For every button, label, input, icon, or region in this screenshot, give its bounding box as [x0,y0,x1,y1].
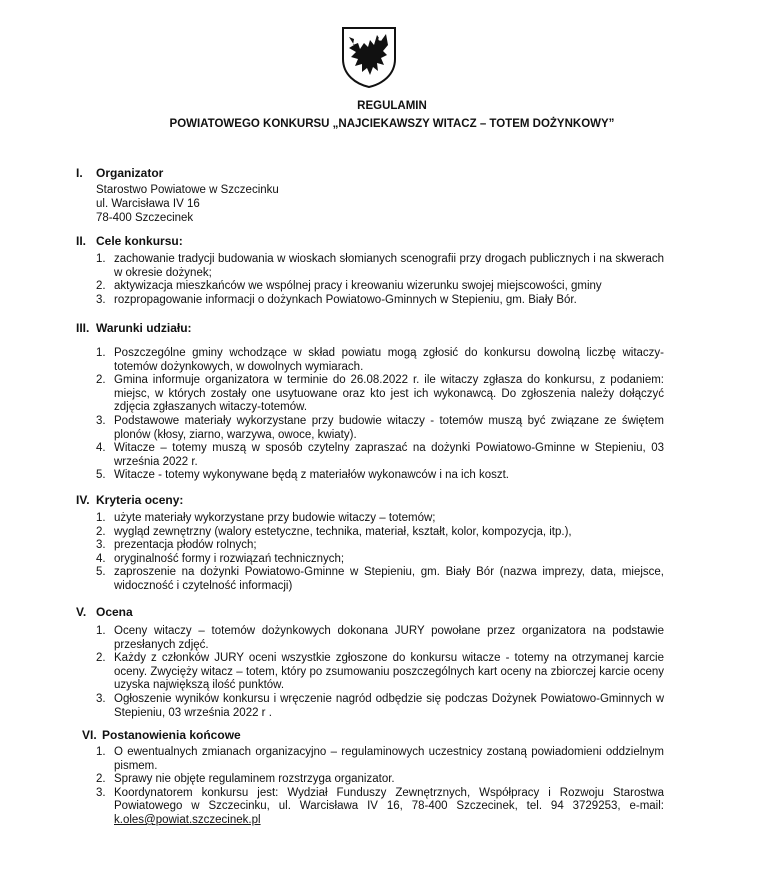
section-iii-heading [76,321,192,335]
list-item: 4. Witacze – totemy muszą w sposób czytelny zapraszać na dożynki Powiatowo-Gminne w Stepieniu, 03 września 2022 r. [96,442,664,468]
section-v-number: V. [76,605,87,619]
organizer-name: Starostwo Powiatowe w Szczecinku [96,184,279,196]
conditions-list [96,347,664,483]
list-item: 3. prezentacja płodów rolnych; [96,539,257,552]
organizer-street: ul. Warcisława IV 16 [96,198,200,210]
list-item: 5. Witacze - totemy wykonywane będą z materiałów wykonawców i na ich koszt. [96,469,509,482]
list-item: 2. aktywizacja mieszkańców we wspólnej pracy i kreowaniu wizerunku swojej miejscowości, gminy [96,280,602,293]
list-item: 2. Sprawy nie objęte regulaminem rozstrzyga organizator. [96,773,395,786]
organizer-city: 78-400 Szczecinek [96,212,194,224]
organizer-address [96,183,279,225]
section-vi-title: Postanowienia końcowe [102,728,241,742]
list-item: 3. Ogłoszenie wyników konkursu i wręczenie nagród odbędzie się podczas Dożynek Powiatowo-Gminnych w Stepieniu, 03 września 2022 r . [96,692,664,719]
list-item: 1. Oceny witaczy – totemów dożynkowych dokonana JURY powołane przez organizatora na podstawie przesłanych zdjęć. [96,625,664,651]
list-item: 2. Każdy z członków JURY oceni wszystkie zgłoszone do konkursu witacze - totemy na otrzymanej karcie oceny. Zwycięży witacz – totem, który po zsumowaniu poszczególnych kart oceny na zbiorczej karcie oceny uzyska największą ilość punktów. [96,652,664,692]
section-ii-heading [76,234,183,248]
list-item: 2. Gmina informuje organizatora w terminie do 26.08.2022 r. ile witaczy zgłasza do konkursu, z podaniem: miejsc, w których zostały one usytuowane oraz kto jest ich wykonawcą. Do zgłoszenia należy dołączyć zdjęcia zgłaszanych witaczy-totemów. [96,374,664,414]
section-iii-title: Warunki udziału: [96,321,192,335]
coordinator-email-link[interactable]: k.oles@powiat.szczecinek.pl [114,813,261,826]
section-iv-heading [76,493,183,507]
criteria-list [96,512,664,594]
section-iii-number: III. [76,321,90,335]
document-title: REGULAMIN [357,100,427,112]
section-i-heading [76,166,163,180]
list-item: 1. O ewentualnych zmianach organizacyjno – regulaminowych uczestnicy zostaną powiadomieni oddzielnym pismem. [96,746,664,772]
list-item: 5. zaproszenie na dożynki Powiatowo-Gminne w Stepieniu, gm. Biały Bór (nazwa imprezy, data, miejsce, widoczność i czytelność informacji) [96,566,664,592]
section-ii-number: II. [76,234,87,248]
list-item: 4. oryginalność formy i rozwiązań technicznych; [96,552,345,565]
goals-list [96,253,664,307]
section-iv-title: Kryteria oceny: [96,493,184,507]
section-i-number: I. [76,166,83,180]
coat-of-arms-crest [340,25,398,89]
list-item: 1. zachowanie tradycji budowania w wioskach słomianych scenografii przy drogach publicznych i na skwerach w okresie dożynek; [96,253,664,279]
list-item: 3. Koordynatorem konkursu jest: Wydział Funduszy Zewnętrznych, Współpracy i Rozwoju Starostwa Powiatowego w Szczecinku, ul. Warcisława IV 16, 78-400 Szczecinek, tel. 94 3729253, e-mail: k.oles@powiat.szczecinek.pl [96,786,664,826]
evaluation-list [96,625,664,720]
section-v-heading [76,605,133,619]
list-item: 3. rozpropagowanie informacji o dożynkach Powiatowo-Gminnych w Stepieniu, gm. Biały Bór. [96,293,577,306]
section-ii-title: Cele konkursu: [96,234,183,248]
section-v-title: Ocena [96,605,133,619]
list-item: 1. użyte materiały wykorzystane przy budowie witaczy – totemów; [96,512,436,524]
section-vi-heading [82,728,241,742]
section-i-title: Organizator [96,166,164,180]
list-item: 3. Podstawowe materiały wykorzystane przy budowie witaczy - totemów muszą być związane ze świętem plonów (kłosy, ziarno, warzywa, owoce, kwiaty). [96,414,664,441]
final-provisions-list [96,746,664,828]
section-iv-number: IV. [76,493,90,507]
section-vi-number: VI. [82,728,97,742]
list-item: 1. Poszczególne gminy wchodzące w skład powiatu mogą zgłosić do konkursu dowolną liczbę witaczy-totemów dożynkowych, w dowolnych wymiarach. [96,347,664,373]
list-item: 2. wygląd zewnętrzny (walory estetyczne, technika, materiał, kształt, kolor, kompozycja, itp.), [96,525,572,538]
document-subtitle: POWIATOWEGO KONKURSU „NAJCIEKAWSZY WITACZ – TOTEM DOŻYNKOWY” [169,118,615,130]
